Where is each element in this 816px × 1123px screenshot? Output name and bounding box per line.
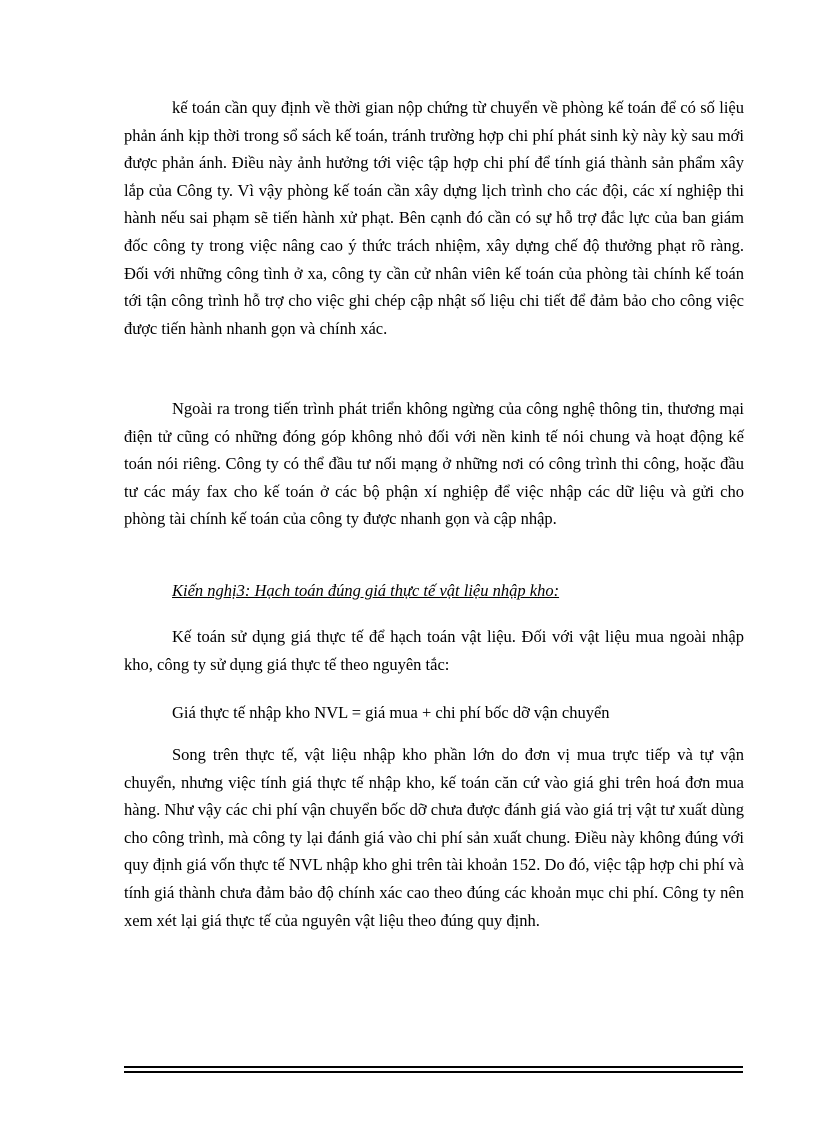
paragraph-block-1 xyxy=(124,94,744,342)
footer-divider-bottom xyxy=(124,1071,743,1073)
body-paragraph: Song trên thực tế, vật liệu nhập kho phần lớn do đơn vị mua trực tiếp và tự vận chuyển, nhưng việc tính giá thực tế nhập kho, kế toán căn cứ vào giá ghi trên hoá đơn mua hàng. Như vậy các chi phí vận chuyển bốc dỡ chưa được đánh giá vào giá trị vật tư xuất dùng cho công trình, mà công ty lại đánh giá vào chi phí sản xuất chung. Điều này không đúng với quy định giá vốn thực tế NVL nhập kho ghi trên tài khoản 152. Do đó, việc tập hợp chi phí và tính giá thành chưa đảm bảo độ chính xác cao theo đúng các khoản mục chi phí. Công ty nên xem xét lại giá thực tế của nguyên vật liệu theo đúng quy định. xyxy=(124,745,744,930)
price-formula: Giá thực tế nhập kho NVL = giá mua + chi phí bốc dỡ vận chuyển xyxy=(172,703,610,722)
paragraph-block-3 xyxy=(124,623,744,678)
body-paragraph: kế toán cần quy định về thời gian nộp chứng từ chuyển về phòng kế toán để có số liệu phản ánh kịp thời trong sổ sách kế toán, tránh trường hợp chi phí phát sinh kỳ này kỳ sau mới được phản ánh. Điều này ảnh hưởng tới việc tập hợp chi phí để tính giá thành sản phẩm xây lắp của Công ty. Vì vậy phòng kế toán cần xây dựng lịch trình cho các đội, các xí nghiệp thi hành nếu sai phạm sẽ tiến hành xử phạt. Bên cạnh đó cần có sự hỗ trợ đắc lực của ban giám đốc công ty trong việc nâng cao ý thức trách nhiệm, xây dựng chế độ thưởng phạt rõ ràng. Đối với những công tình ở xa, công ty cần cử nhân viên kế toán của phòng tài chính kế toán tới tận công trình hỗ trợ cho việc ghi chép cập nhật số liệu chi tiết để đảm bảo cho công việc được tiến hành nhanh gọn và chính xác. xyxy=(124,98,744,338)
recommendation-heading: Kiến nghị3: Hạch toán đúng giá thực tế vật liệu nhập kho: xyxy=(172,581,560,600)
paragraph-block-2 xyxy=(124,395,744,533)
paragraph-block-4 xyxy=(124,741,744,934)
body-paragraph: Kế toán sử dụng giá thực tế để hạch toán vật liệu. Đối với vật liệu mua ngoài nhập kho, công ty sử dụng giá thực tế theo nguyên tắc: xyxy=(124,627,744,674)
footer-divider-top xyxy=(124,1066,743,1068)
body-paragraph: Ngoài ra trong tiến trình phát triển không ngừng của công nghệ thông tin, thương mại điện tử cũng có những đóng góp không nhỏ đối với nền kinh tế nói chung và hoạt động kế toán nói riêng. Công ty có thể đầu tư nối mạng ở những nơi có công trình thi công, hoặc đầu tư các máy fax cho kế toán ở các bộ phận xí nghiệp để việc nhập các dữ liệu và gửi cho phòng tài chính kế toán của công ty được nhanh gọn và cập nhập. xyxy=(124,399,744,529)
